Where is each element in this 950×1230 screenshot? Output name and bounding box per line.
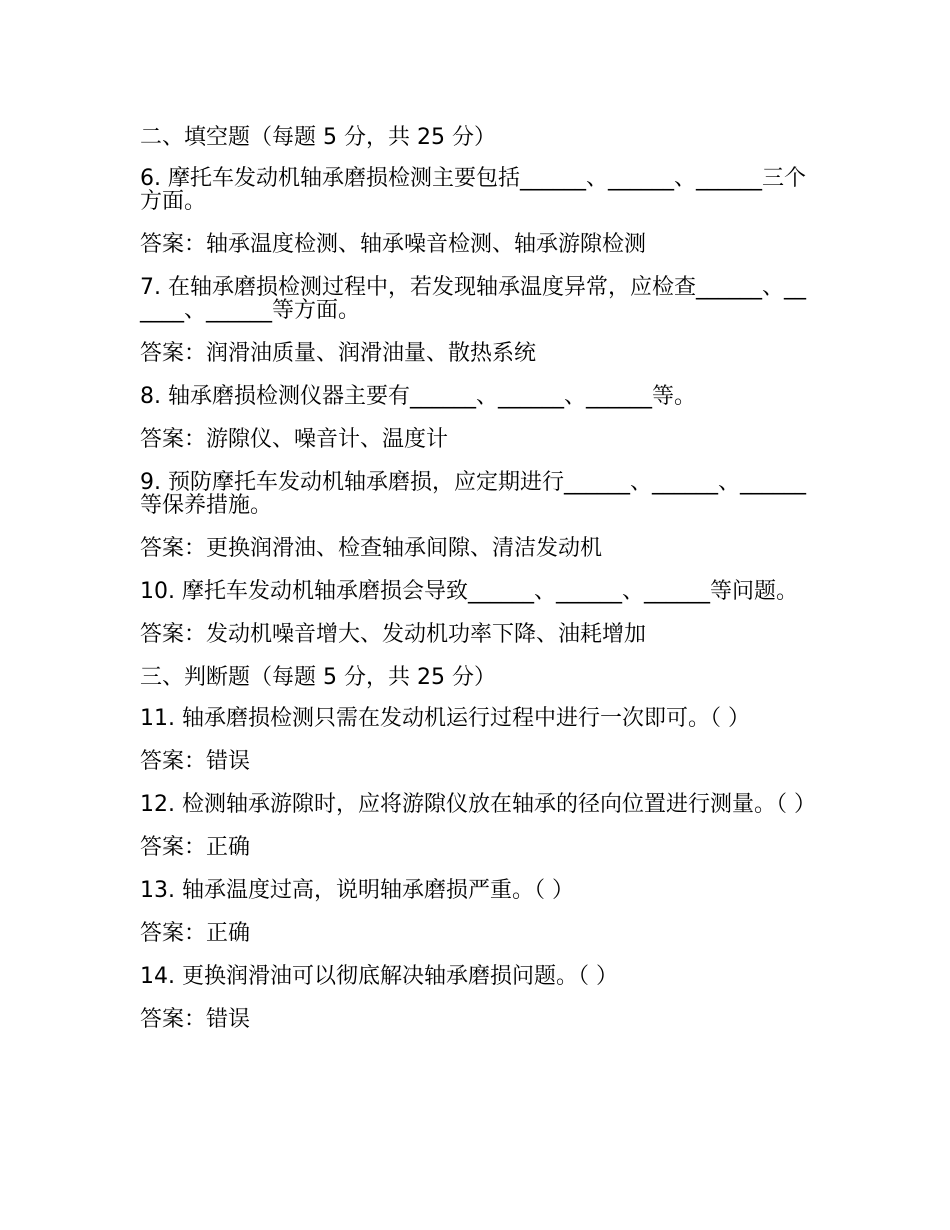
question-14: 14. 更换润滑油可以彻底解决轴承磨损问题。（ ） — [140, 964, 618, 989]
answer-8: 答案：游隙仪、噪音计、温度计 — [140, 427, 449, 452]
answer-7: 答案：润滑油质量、润滑油量、散热系统 — [140, 341, 537, 366]
question-13: 13. 轴承温度过高，说明轴承磨损严重。（ ） — [140, 878, 574, 903]
answer-14: 答案：错误 — [140, 1007, 251, 1032]
answer-12: 答案：正确 — [140, 835, 251, 860]
answer-13: 答案：正确 — [140, 921, 251, 946]
question-11: 11. 轴承磨损检测只需在发动机运行过程中进行一次即可。（ ） — [140, 706, 750, 731]
section-heading-true-false: 三、判断题（每题 5 分，共 25 分） — [140, 665, 496, 690]
document-content — [140, 125, 816, 1051]
question-6: 6. 摩托车发动机轴承磨损检测主要包括______、______、______三个方面。 — [140, 166, 806, 214]
answer-11: 答案：错误 — [140, 749, 251, 774]
answer-6: 答案：轴承温度检测、轴承噪音检测、轴承游隙检测 — [140, 232, 647, 257]
question-10: 10. 摩托车发动机轴承磨损会导致______、______、______等问题。 — [140, 579, 798, 604]
answer-10: 答案：发动机噪音增大、发动机功率下降、油耗增加 — [140, 622, 647, 647]
section-heading-fill-in: 二、填空题（每题 5 分，共 25 分） — [140, 125, 496, 150]
question-7: 7. 在轴承磨损检测过程中，若发现轴承温度异常，应检查______、______、______等方面。 — [140, 275, 806, 323]
question-8: 8. 轴承磨损检测仪器主要有______、______、______等。 — [140, 384, 696, 409]
answer-9: 答案：更换润滑油、检查轴承间隙、清洁发动机 — [140, 536, 603, 561]
question-12: 12. 检测轴承游隙时，应将游隙仪放在轴承的径向位置进行测量。（ ） — [140, 792, 816, 817]
question-9: 9. 预防摩托车发动机轴承磨损，应定期进行______、______、______等保养措施。 — [140, 470, 806, 518]
